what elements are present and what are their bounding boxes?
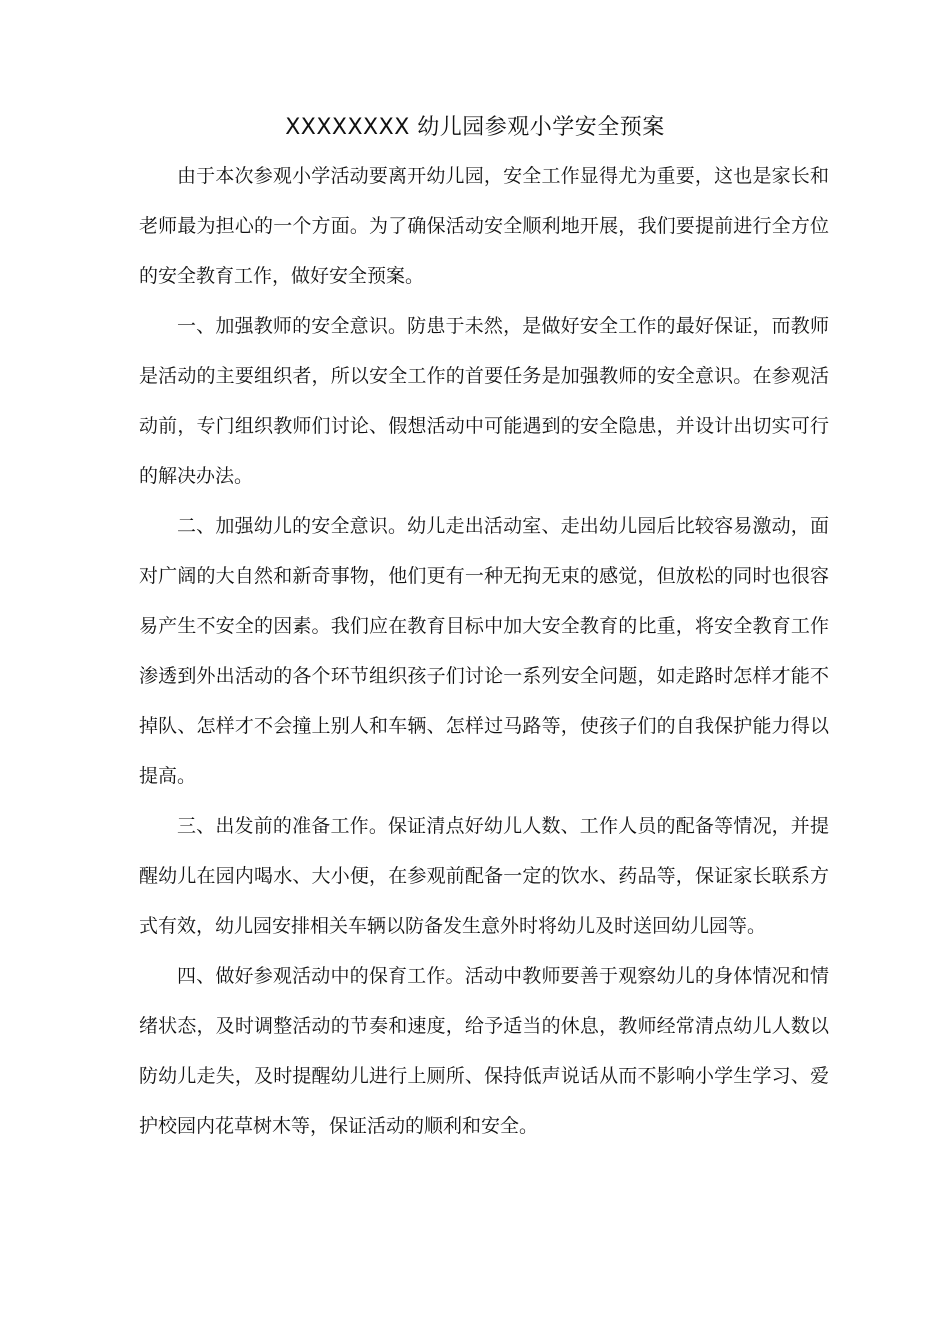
document-title: XXXXXXXX 幼儿园参观小学安全预案 [285, 115, 665, 140]
paragraph-intro: 由于本次参观小学活动要离开幼儿园，安全工作显得尤为重要，这也是家长和老师最为担心的一个方面。为了确保活动安全顺利地开展，我们要提前进行全方位的安全教育工作，做好安全预案。 [139, 165, 829, 287]
paragraph-care-during-visit: 四、做好参观活动中的保育工作。活动中教师要善于观察幼儿的身体情况和情绪状态，及时调整活动的节奏和速度，给予适当的休息，教师经常清点幼儿人数以防幼儿走失，及时提醒幼儿进行上厕所、保持低声说话从而不影响小学生学习、爱护校园内花草树木等，保证活动的顺利和安全。 [139, 965, 829, 1137]
paragraph-child-safety: 二、加强幼儿的安全意识。幼儿走出活动室、走出幼儿园后比较容易激动，面对广阔的大自然和新奇事物，他们更有一种无拘无束的感觉，但放松的同时也很容易产生不安全的因素。我们应在教育目标中加大安全教育的比重，将安全教育工作渗透到外出活动的各个环节组织孩子们讨论一系列安全问题，如走路时怎样才能不掉队、怎样才不会撞上别人和车辆、怎样过马路等，使孩子们的自我保护能力得以提高。 [139, 515, 829, 787]
document-body [139, 151, 829, 1151]
paragraph-teacher-safety: 一、加强教师的安全意识。防患于未然，是做好安全工作的最好保证，而教师是活动的主要组织者，所以安全工作的首要任务是加强教师的安全意识。在参观活动前，专门组织教师们讨论、假想活动中可能遇到的安全隐患，并设计出切实可行的解决办法。 [139, 315, 829, 487]
paragraph-preparation: 三、出发前的准备工作。保证清点好幼儿人数、工作人员的配备等情况，并提醒幼儿在园内喝水、大小便，在参观前配备一定的饮水、药品等，保证家长联系方式有效，幼儿园安排相关车辆以防备发生意外时将幼儿及时送回幼儿园等。 [139, 815, 829, 937]
